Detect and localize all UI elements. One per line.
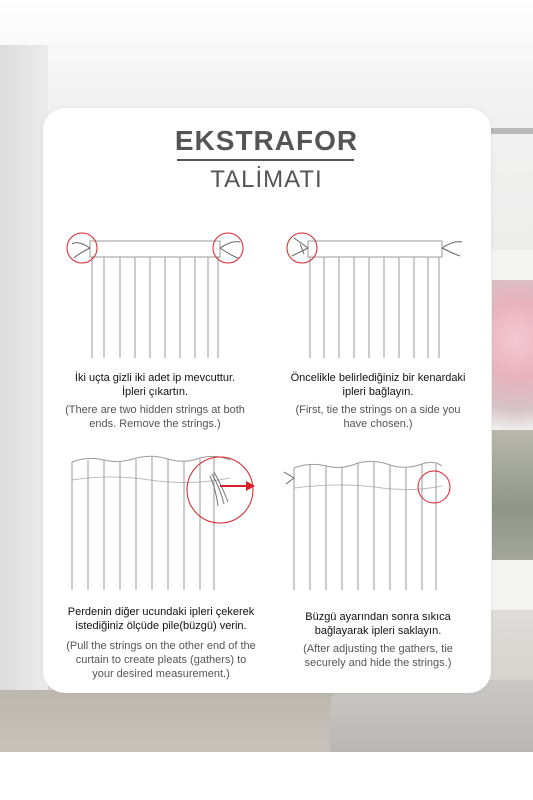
step1-tr-line1: İki uçta gizli iki adet ip mevcuttur. — [74, 372, 236, 384]
step4-en-line1: (After adjusting the gathers, tie — [303, 643, 453, 655]
step2-tr-line2: ipleri bağlayın. — [342, 386, 414, 398]
step1-text-en — [45, 403, 265, 431]
pull-arrow-icon — [246, 481, 255, 491]
step2-tr-line1: Öncelikle belirlediğiniz bir kenardaki — [290, 372, 466, 384]
garden — [492, 430, 533, 560]
bottom-band — [0, 752, 533, 800]
page-title: EKSTRAFOR — [174, 125, 359, 156]
step4-en-line2: securely and hide the strings.) — [304, 657, 452, 669]
step4-text-en — [268, 642, 488, 670]
step3-tr-line2: istediğiniz ölçüde pile(büzgü) verin. — [75, 620, 247, 632]
step1-tr-line2: İpleri çıkartın. — [121, 386, 189, 398]
title-divider — [177, 159, 354, 161]
step3-en-line3: your desired measurement.) — [92, 668, 230, 680]
step3-en-line2: curtain to create pleats (gathers) to — [75, 654, 247, 666]
step3-en-line1: (Pull the strings on the other end of the — [66, 640, 256, 652]
step2-text-en — [268, 403, 488, 431]
step2-en-line2: have chosen.) — [343, 418, 413, 430]
page-subtitle: TALİMATI — [210, 166, 323, 193]
step3-text-en — [45, 639, 277, 681]
step4-illustration — [282, 450, 472, 595]
step2-illustration — [282, 228, 472, 363]
step4-tr-line1: Büzgü ayarından sonra sıkıca — [305, 611, 451, 623]
step2-text-tr — [268, 371, 488, 399]
step4-text-tr — [268, 610, 488, 638]
step4-tr-line2: bağlayarak ipleri saklayın. — [314, 625, 442, 637]
step1-en-line2: ends. Remove the strings.) — [89, 418, 221, 430]
step3-text-tr — [45, 605, 277, 633]
step1-illustration — [60, 228, 250, 363]
step2-en-line1: (First, tie the strings on a side you — [295, 404, 461, 416]
blossom-tree — [492, 280, 533, 430]
step1-en-line1: (There are two hidden strings at both — [65, 404, 245, 416]
step1-text-tr — [45, 371, 265, 399]
step3-tr-line1: Perdenin diğer ucundaki ipleri çekerek — [67, 606, 255, 618]
step3-illustration — [60, 450, 260, 595]
